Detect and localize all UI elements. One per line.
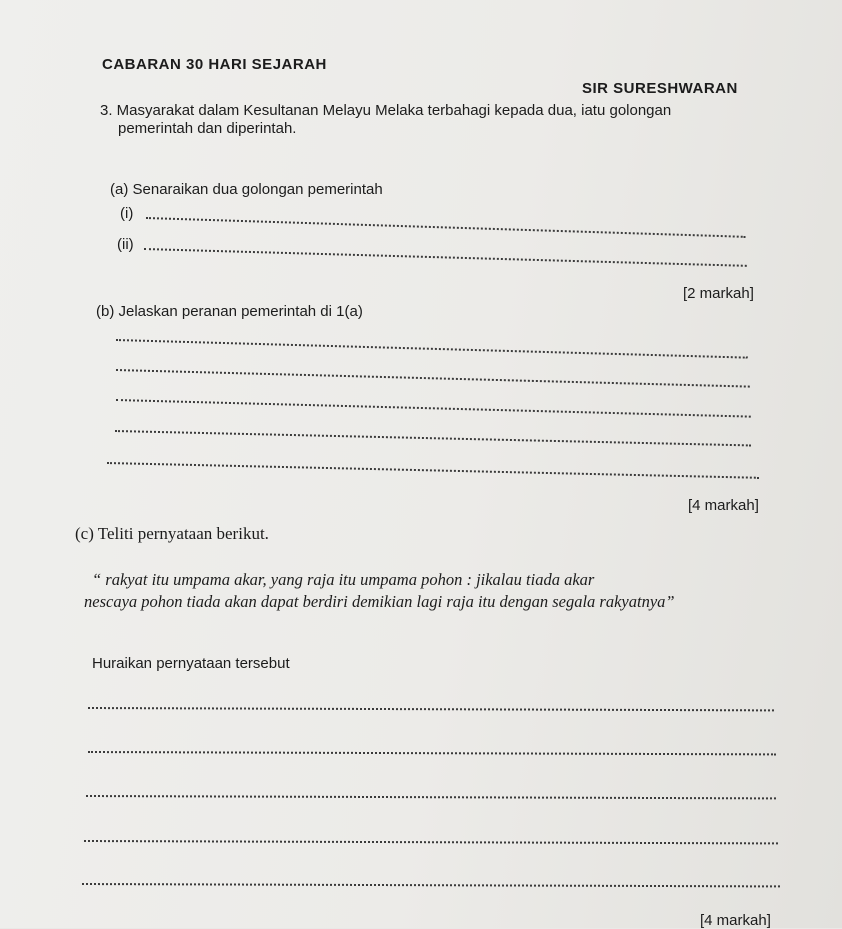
part-b-prompt: (b) Jelaskan peranan pemerintah di 1(a) (96, 303, 363, 320)
author-name: SIR SURESHWARAN (582, 80, 738, 97)
part-a-prompt: (a) Senaraikan dua golongan pemerintah (110, 181, 383, 198)
quote-line-1: “ rakyat itu umpama akar, yang raja itu umpama pohon : jikalau tiada akar (92, 570, 595, 589)
answer-line-a-ii[interactable] (144, 248, 747, 267)
answer-line-c-3[interactable] (86, 795, 776, 799)
answer-line-b-2[interactable] (116, 369, 750, 388)
part-b-marks: [4 markah] (688, 497, 759, 514)
answer-line-c-2[interactable] (88, 751, 776, 755)
part-a-item-i-label: (i) (120, 205, 134, 222)
part-a-item-ii-label: (ii) (117, 236, 134, 253)
answer-line-c-1[interactable] (88, 707, 774, 711)
answer-line-c-5[interactable] (82, 883, 780, 887)
worksheet-title: CABARAN 30 HARI SEJARAH (102, 56, 327, 73)
part-c-prompt: (c) Teliti pernyataan berikut. (75, 524, 269, 543)
answer-line-b-1[interactable] (116, 339, 748, 359)
part-a-marks: [2 markah] (683, 285, 754, 302)
answer-line-a-i[interactable] (146, 217, 746, 238)
answer-line-b-3[interactable] (116, 399, 751, 418)
quote-line-2: nescaya pohon tiada akan dapat berdiri demikian lagi raja itu dengan segala rakyatnya” (84, 592, 675, 611)
part-c-instruction: Huraikan pernyataan tersebut (92, 655, 290, 672)
answer-line-b-5[interactable] (107, 462, 759, 479)
answer-line-b-4[interactable] (115, 430, 751, 446)
part-c-marks: [4 markah] (700, 912, 771, 929)
question-text-line2: pemerintah dan diperintah. (118, 120, 297, 137)
answer-line-c-4[interactable] (84, 840, 778, 844)
question-text-line1: 3. Masyarakat dalam Kesultanan Melayu Melaka terbahagi kepada dua, iatu golongan (100, 102, 672, 119)
